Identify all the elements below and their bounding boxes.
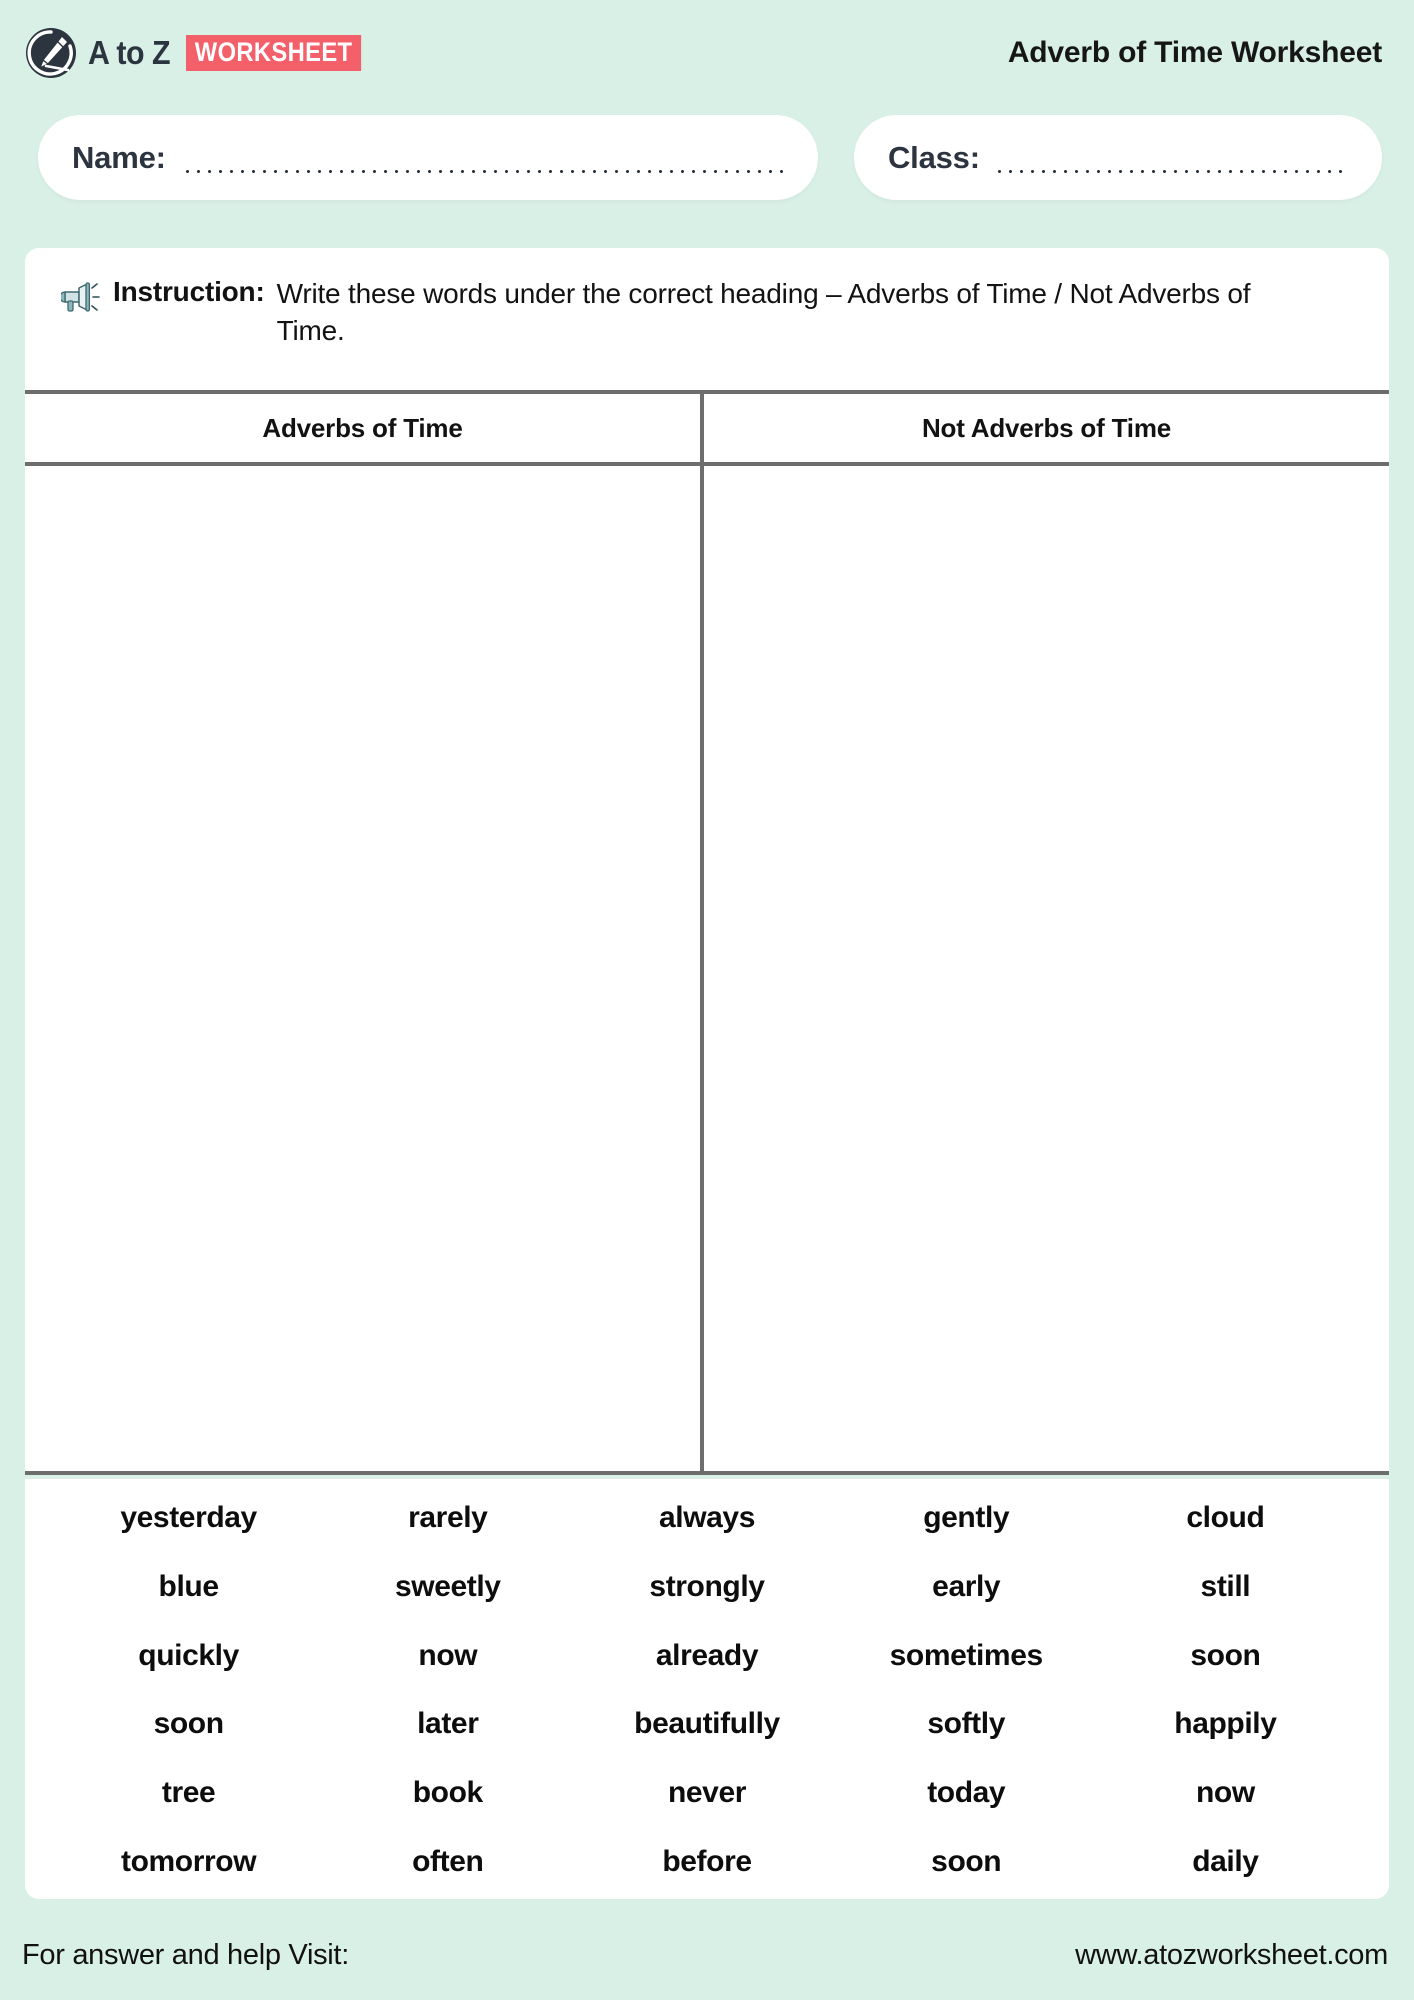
brand-badge-worksheet: WORKSHEET: [186, 35, 361, 71]
word-bank-item[interactable]: later: [417, 1707, 479, 1741]
class-field[interactable]: [854, 115, 1382, 200]
name-input-line[interactable]: [182, 155, 784, 177]
writing-area[interactable]: [25, 466, 700, 1471]
word-bank-item[interactable]: beautifully: [634, 1707, 780, 1741]
word-bank-item[interactable]: now: [418, 1638, 478, 1672]
answer-column-adverbs-of-time[interactable]: [25, 466, 700, 1471]
word-bank-item[interactable]: still: [1200, 1569, 1251, 1603]
word-bank-item[interactable]: never: [667, 1776, 747, 1810]
word-bank-item[interactable]: softly: [927, 1707, 1005, 1741]
word-bank-item[interactable]: gently: [923, 1501, 1010, 1534]
word-bank-item[interactable]: happily: [1174, 1707, 1277, 1741]
student-info-row: [0, 110, 1414, 205]
word-bank-item[interactable]: before: [662, 1844, 752, 1878]
writing-area[interactable]: [704, 466, 1389, 1471]
page-header: [0, 0, 1414, 106]
word-bank-item[interactable]: often: [412, 1844, 484, 1878]
column-header-label: Not Adverbs of Time: [921, 412, 1171, 443]
class-input-line[interactable]: [994, 155, 1348, 177]
word-bank-item[interactable]: strongly: [649, 1569, 765, 1603]
sorting-table: [25, 390, 1389, 1475]
column-header-adverbs-of-time: [25, 394, 700, 462]
word-bank-item[interactable]: tree: [161, 1776, 216, 1810]
word-bank-item[interactable]: book: [412, 1776, 483, 1810]
name-label: Name:: [72, 139, 166, 175]
pen-in-circle-logo-icon: [24, 26, 78, 80]
word-bank-item[interactable]: always: [658, 1501, 755, 1534]
word-bank-item[interactable]: soon: [931, 1844, 1002, 1878]
word-bank-row: [59, 1845, 1355, 1879]
instruction-panel: [25, 248, 1389, 390]
word-bank-item[interactable]: quickly: [138, 1638, 239, 1672]
word-bank-item[interactable]: daily: [1192, 1844, 1259, 1878]
word-bank-item[interactable]: yesterday: [120, 1501, 257, 1534]
word-bank-item[interactable]: today: [927, 1776, 1006, 1810]
brand-name-atoz: A to Z: [88, 34, 171, 71]
brand-logo: [24, 26, 385, 80]
megaphone-icon: [61, 280, 101, 314]
word-bank-row: [59, 1776, 1355, 1810]
footer-website-url[interactable]: www.atozworksheet.com: [1075, 1938, 1388, 1971]
word-bank-item[interactable]: tomorrow: [121, 1844, 257, 1878]
word-bank-item[interactable]: now: [1196, 1776, 1255, 1810]
table-header-row: [25, 394, 1389, 466]
column-header-not-adverbs-of-time: [700, 394, 1389, 462]
page-footer: [0, 1920, 1414, 1990]
word-bank-item[interactable]: soon: [1190, 1638, 1261, 1672]
word-bank-row: [59, 1639, 1355, 1673]
column-header-label: Adverbs of Time: [262, 412, 463, 443]
table-body: [25, 466, 1389, 1471]
word-bank-item[interactable]: soon: [153, 1707, 224, 1741]
word-bank-item[interactable]: already: [655, 1638, 759, 1672]
class-label: Class:: [888, 139, 980, 175]
instruction-text: Write these words under the correct heading – Adverbs of Time / Not Adverbs of Time.: [276, 278, 1251, 346]
instruction-label: Instruction:: [113, 276, 265, 307]
name-field[interactable]: [38, 115, 818, 200]
word-bank-item[interactable]: sweetly: [394, 1569, 501, 1603]
footer-help-text: For answer and help Visit:: [22, 1938, 349, 1971]
word-bank-row: [59, 1570, 1355, 1604]
page-title: Adverb of Time Worksheet: [1007, 36, 1382, 69]
word-bank-row: [59, 1501, 1355, 1535]
word-bank-row: [59, 1707, 1355, 1741]
word-bank-item[interactable]: sometimes: [889, 1638, 1043, 1672]
word-bank: [25, 1479, 1389, 1899]
brand-wordmark: [88, 34, 385, 72]
word-bank-item[interactable]: early: [932, 1569, 1001, 1603]
word-bank-item[interactable]: rarely: [408, 1501, 488, 1534]
word-bank-item[interactable]: cloud: [1186, 1501, 1265, 1534]
word-bank-item[interactable]: blue: [158, 1569, 219, 1603]
answer-column-not-adverbs-of-time[interactable]: [700, 466, 1389, 1471]
